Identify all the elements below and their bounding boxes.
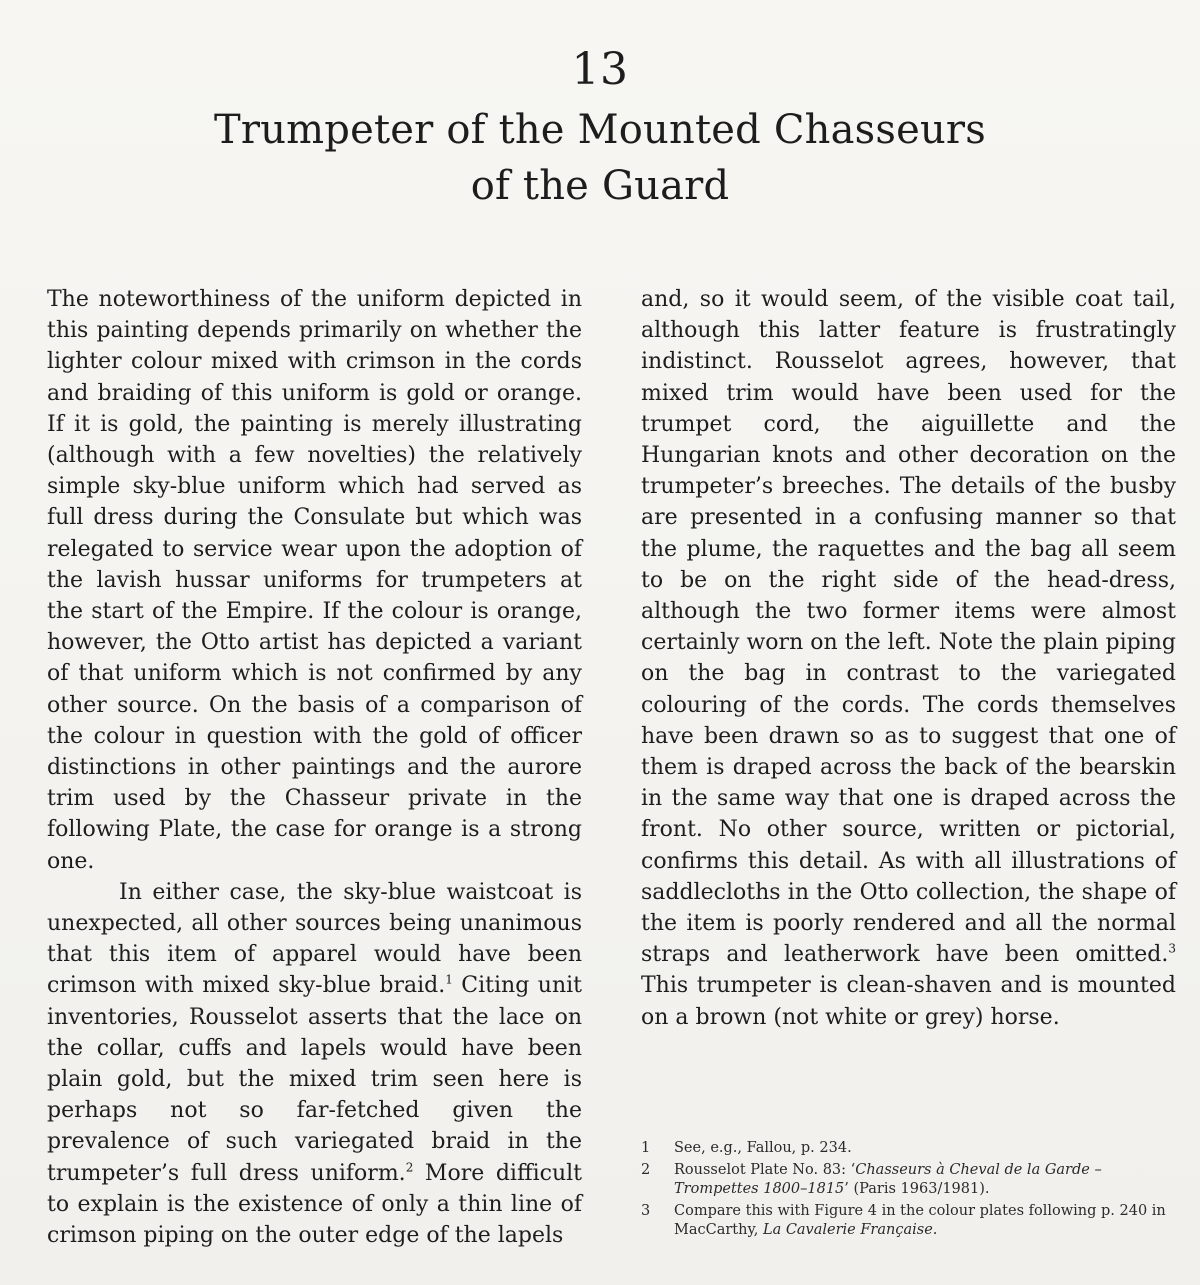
footnote-text — [674, 1161, 1176, 1199]
body-paragraph-continued — [641, 284, 1176, 1033]
chapter-header — [0, 44, 1200, 214]
paragraph-2-text-b: Citing unit inventories, Rousselot asserts that the lace on the collar, cuffs and lapels would have been plain gold, but the mixed trim seen here is perhaps not so far-fetched given the prevalence of such variegated braid in the trumpeter’s full dress uniform. — [47, 973, 582, 1186]
footnote-number: 2 — [641, 1162, 651, 1178]
footnote-ref-3: 3 — [1168, 941, 1176, 956]
body-paragraph-1: The noteworthiness of the uniform depicted in this painting depends primarily on whether the lighter colour mixed with crimson in the cords and braiding of this uniform is gold or orange. If it is gold, the painting is merely illustrating (although with a few novelties) the relatively simple sky-blue uniform which had served as full dress during the Consulate but which was relegated to service wear upon the adoption of the lavish hussar uniforms for trumpeters at the start of the Empire. If the colour is orange, however, the Otto artist has depicted a variant of that uniform which is not confirmed by any other source. On the basis of a comparison of the colour in question with the gold of officer distinctions in other paintings and the aurore trim used by the Chasseur private in the following Plate, the case for orange is a strong one. — [47, 287, 582, 874]
chapter-title-line-2: of the Guard — [470, 163, 730, 209]
paragraph-continued-text-b: This trumpeter is clean-shaven and is mounted on a brown (not white or grey) horse. — [641, 973, 1176, 1030]
paragraph-2-text-a: In either case, the sky-blue waistcoat is unexpected, all other sources being unanimous that this item of apparel would have been crimson with mixed sky-blue braid. — [47, 879, 582, 999]
left-text-column — [47, 284, 582, 1251]
paragraph-continued-text-a: and, so it would seem, of the visible coat tail, although this latter feature is frustratingly indistinct. Rousselot agrees, however, that mixed trim would have been used for the trumpet cord, the aiguillette and the Hungarian knots and other decoration on the trumpeter’s breeches. The details of the busby are presented in a confusing manner so that the plume, the raquettes and the bag all seem to be on the right side of the head-dress, although the two former items were almost certainly worn on the left. Note the plain piping on the bag in contrast to the variegated colouring of the cords. The cords themselves have been drawn so as to suggest that one of them is draped across the back of the bearskin in the same way that one is draped across the front. No other source, written or pictorial, confirms this detail. As with all illustrations of saddlecloths in the Otto collection, the shape of the item is poorly rendered and all the normal straps and leatherwork have been omitted. — [641, 287, 1176, 968]
footnote-italic-title: La Cavalerie Française — [762, 1222, 933, 1238]
footnote-number: 3 — [641, 1203, 651, 1219]
footnote-2 — [641, 1161, 1176, 1199]
footnote-prefix: Compare this with Figure 4 in the colour plates following p. 240 in MacCarthy, — [674, 1203, 1166, 1238]
footnote-suffix: ’ (Paris 1963/1981). — [844, 1181, 990, 1197]
footnote-suffix: . — [932, 1222, 938, 1238]
chapter-title-line-1: Trumpeter of the Mounted Chasseurs — [214, 107, 986, 153]
footnote-3 — [641, 1202, 1176, 1240]
body-paragraph-2 — [47, 877, 582, 1251]
footnote-italic-title: Chasseurs à Cheval de la Garde –Trompettes 1800–1815 — [674, 1162, 1102, 1197]
right-text-column — [641, 284, 1176, 1033]
footnote-number: 1 — [641, 1140, 651, 1156]
footnote-ref-2: 2 — [405, 1160, 414, 1175]
footnote-text: See, e.g., Fallou, p. 234. — [674, 1140, 852, 1156]
footnote-prefix: Rousselot Plate No. 83: ‘ — [674, 1162, 856, 1178]
chapter-title — [150, 102, 1050, 214]
footnote-ref-1: 1 — [445, 973, 453, 988]
footnotes — [641, 1139, 1176, 1243]
paragraph-2-text-c: More difficult to explain is the existence of only a thin line of crimson piping on the outer edge of the lapels — [47, 1160, 582, 1249]
footnote-1 — [641, 1139, 1176, 1158]
footnote-text — [674, 1202, 1176, 1240]
chapter-number: 13 — [571, 44, 629, 95]
